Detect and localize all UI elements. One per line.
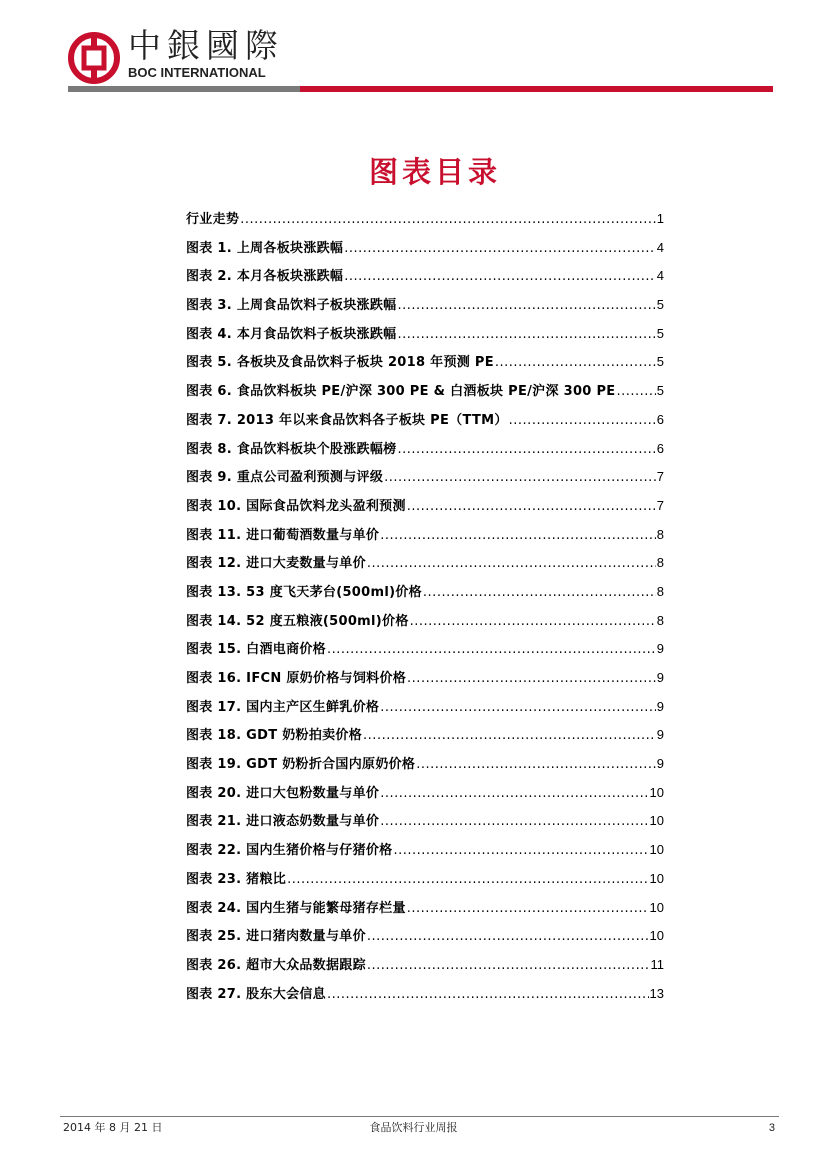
toc-entry-page: 10 [649,813,664,829]
toc-dot-leader [380,522,656,551]
toc-entry[interactable] [186,578,664,607]
toc-entry-page: 9 [656,641,664,657]
toc-entry-label: 图表 26. 超市大众品数据跟踪 [186,957,366,973]
toc-dot-leader [363,722,656,751]
toc-dot-leader [367,923,649,952]
toc-entry[interactable] [186,664,664,693]
toc-dot-leader [380,808,648,837]
toc-entry[interactable] [186,521,664,550]
toc-entry[interactable] [186,205,664,234]
toc-dot-leader [397,436,655,465]
toc-dot-leader [509,407,656,436]
toc-entry-page: 5 [656,354,664,370]
toc-entry[interactable] [186,721,664,750]
toc-dot-leader [240,206,656,235]
toc-dot-leader [367,952,650,981]
toc-entry-page: 9 [656,727,664,743]
toc-entry-label: 图表 15. 白酒电商价格 [186,642,326,658]
toc-entry-label: 图表 2. 本月各板块涨跌幅 [186,269,344,285]
toc-dot-leader [397,292,655,321]
toc-entry[interactable] [186,693,664,722]
toc-entry[interactable] [186,291,664,320]
toc-entry-label: 图表 3. 上周食品饮料子板块涨跌幅 [186,298,397,314]
toc-entry-page: 10 [649,870,664,886]
toc-entry[interactable] [186,463,664,492]
toc-entry[interactable] [186,922,664,951]
toc-entry[interactable] [186,635,664,664]
toc-entry[interactable] [186,435,664,464]
toc-dot-leader [380,780,648,809]
toc-dot-leader [393,837,648,866]
toc-entry[interactable] [186,607,664,636]
toc-entry-page: 8 [656,612,664,628]
toc-entry-page: 9 [656,698,664,714]
toc-entry-label: 图表 7. 2013 年以来食品饮料各子板块 PE（TTM） [186,412,508,428]
toc-entry-page: 10 [649,842,664,858]
toc-dot-leader [287,866,648,895]
boc-logo-icon [68,32,120,84]
toc-entry-label: 图表 1. 上周各板块涨跌幅 [186,240,344,256]
toc-entry[interactable] [186,348,664,377]
toc-dot-leader [327,981,649,1010]
toc-dot-leader [327,636,656,665]
toc-dot-leader [380,694,656,723]
toc-entry-page: 5 [656,325,664,341]
footer-report-name: 食品饮料行业周报 [369,1121,458,1134]
toc-entry[interactable] [186,865,664,894]
footer-divider [60,1116,779,1117]
toc-entry-label: 图表 21. 进口液态奶数量与单价 [186,814,380,830]
toc-entry-label: 图表 19. GDT 奶粉折合国内原奶价格 [186,757,416,773]
toc-entry-page: 7 [656,469,664,485]
toc-entry-page: 8 [656,526,664,542]
toc-dot-leader [407,665,656,694]
brand-name-english: BOC INTERNATIONAL [128,65,266,80]
toc-entry-page: 10 [649,928,664,944]
toc-entry[interactable] [186,320,664,349]
toc-entry-page: 8 [656,555,664,571]
toc-dot-leader [416,751,656,780]
toc-entry-label: 图表 9. 重点公司盈利预测与评级 [186,470,384,486]
toc-entry-page: 5 [656,297,664,313]
toc-entry-page: 6 [656,440,664,456]
toc-dot-leader [407,493,656,522]
toc-dot-leader [495,349,656,378]
toc-entry-label: 图表 16. IFCN 原奶价格与饲料价格 [186,671,407,686]
toc-entry-label: 图表 5. 各板块及食品饮料子板块 2018 年预测 PE [186,355,494,371]
toc-entry[interactable] [186,377,664,406]
toc-entry-label: 图表 17. 国内主产区生鲜乳价格 [186,699,380,715]
toc-dot-leader [367,550,656,579]
toc-entry[interactable] [186,234,664,263]
toc-dot-leader [407,895,649,924]
toc-entry-label: 行业走势 [186,212,240,227]
toc-entry-label: 图表 4. 本月食品饮料子板块涨跌幅 [186,326,397,342]
toc-entry[interactable] [186,779,664,808]
toc-entry-label: 图表 12. 进口大麦数量与单价 [186,556,366,572]
toc-entry-label: 图表 8. 食品饮料板块个股涨跌幅榜 [186,441,397,457]
toc-entry-label: 图表 23. 猪粮比 [186,871,287,887]
toc-entry-page: 1 [656,211,664,226]
toc-entry-label: 图表 14. 52 度五粮液(500ml)价格 [186,613,409,629]
toc-entry[interactable] [186,980,664,1009]
toc-entry-label: 图表 24. 国内生猪与能繁母猪存栏量 [186,900,406,916]
toc-dot-leader [397,321,655,350]
toc-entry-page: 4 [656,268,664,284]
toc-entry-label: 图表 13. 53 度飞天茅台(500ml)价格 [186,584,422,600]
toc-entry-page: 9 [656,756,664,772]
toc-dot-leader [344,263,656,292]
toc-entry-label: 图表 10. 国际食品饮料龙头盈利预测 [186,498,406,514]
toc-entry-label: 图表 22. 国内生猪价格与仔猪价格 [186,843,393,859]
footer-date: 2014 年 8 月 21 日 [63,1121,163,1134]
footer-page-number: 3 [768,1122,775,1134]
toc-entry-page: 9 [656,670,664,685]
toc-dot-leader [344,235,656,264]
toc-entry-label: 图表 27. 股东大会信息 [186,986,326,1002]
toc-entry-page: 6 [656,411,664,427]
toc-entry[interactable] [186,492,664,521]
toc-entry[interactable] [186,549,664,578]
page-title: 图表目录 [368,155,501,189]
toc-entry-label: 图表 25. 进口猪肉数量与单价 [186,929,366,945]
toc-entry-page: 8 [656,583,664,599]
toc-entry-page: 11 [650,956,664,972]
toc-entry[interactable] [186,836,664,865]
header-divider-grey [68,86,300,92]
toc-entry-page: 10 [649,899,664,915]
toc-entry-label: 图表 18. GDT 奶粉拍卖价格 [186,728,363,744]
toc-entry[interactable] [186,951,664,980]
toc-entry-label: 图表 20. 进口大包粉数量与单价 [186,785,380,801]
toc-dot-leader [410,608,656,637]
toc-entry-page: 5 [656,383,664,399]
toc-dot-leader [616,378,655,407]
toc-entry-page: 7 [656,497,664,513]
toc-entry[interactable] [186,262,664,291]
toc-entry-page: 13 [649,985,664,1001]
toc-entry[interactable] [186,406,664,435]
toc-dot-leader [384,464,656,493]
toc-entry[interactable] [186,807,664,836]
toc-entry-page: 10 [649,784,664,800]
toc-entry-label: 图表 6. 食品饮料板块 PE/沪深 300 PE & 白酒板块 PE/沪深 300 PE [186,384,616,400]
toc-entry[interactable] [186,894,664,923]
toc-entry[interactable] [186,750,664,779]
toc-entry-label: 图表 11. 进口葡萄酒数量与单价 [186,527,380,543]
brand-name-chinese: 中銀國際 [128,26,284,65]
table-of-contents [186,205,664,1008]
toc-entry-page: 4 [656,239,664,255]
toc-dot-leader [423,579,656,608]
